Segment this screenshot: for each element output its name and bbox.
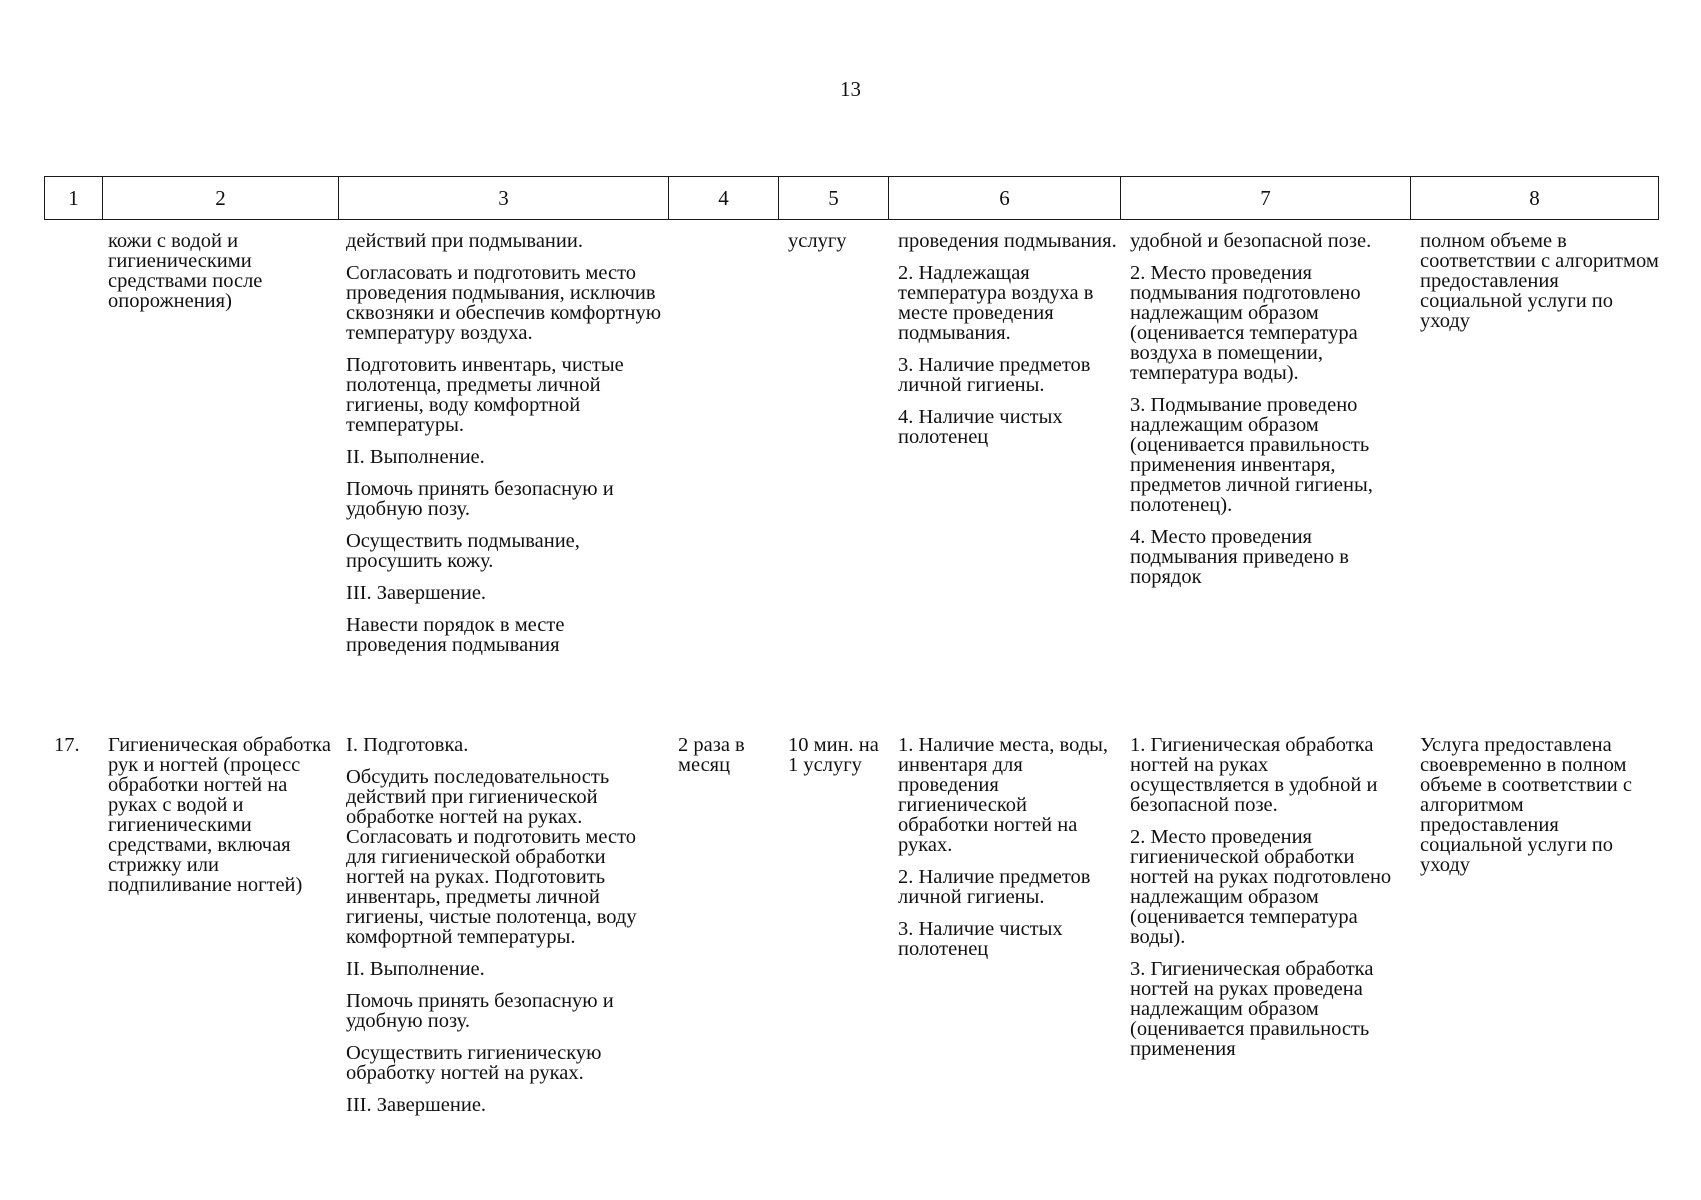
frequency-text: 2 раза в месяц bbox=[678, 734, 745, 776]
service-name-cell bbox=[108, 231, 333, 311]
action-stage-heading: II. Выполнение. bbox=[346, 958, 485, 980]
header-row bbox=[45, 177, 1659, 220]
action-text: Навести порядок в месте проведения подмывания bbox=[346, 614, 565, 656]
header-cell-5: 5 bbox=[779, 177, 889, 220]
row-number-cell bbox=[54, 735, 104, 755]
action-text: Осуществить подмывание, просушить кожу. bbox=[346, 530, 580, 572]
condition-text: 2. Наличие предметов личной гигиены. bbox=[898, 866, 1091, 908]
duration-cell bbox=[788, 231, 890, 251]
quality-indicators-cell bbox=[1130, 231, 1412, 587]
action-text: Обсудить последовательность действий при гигиенической обработке ногтей на руках. Согласовать и подготовить место для гигиенической обработки ногтей на руках. Подготовить инвентарь, предметы личной гигиены, чистые полотенца, воду комфортной температуры. bbox=[346, 766, 637, 948]
header-cell-6: 6 bbox=[889, 177, 1121, 220]
quality-indicator-text: 3. Гигиеническая обработка ногтей на руках проведена надлежащим образом (оценивается правильность применения bbox=[1130, 958, 1374, 1060]
quality-indicator-text: 1. Гигиеническая обработка ногтей на руках осуществляется в удобной и безопасной позе. bbox=[1130, 734, 1378, 816]
header-cell-7: 7 bbox=[1121, 177, 1411, 220]
result-text: Услуга предоставлена своевременно в полном объеме в соответствии с алгоритмом предоставления социальной услуги по уходу bbox=[1420, 734, 1632, 876]
quality-indicator-text: удобной и безопасной позе. bbox=[1130, 230, 1372, 252]
condition-text: 1. Наличие места, воды, инвентаря для проведения гигиенической обработки ногтей на руках. bbox=[898, 734, 1109, 856]
quality-indicator-text: 2. Место проведения подмывания подготовлено надлежащим образом (оценивается температура воздуха в помещении, температура воды). bbox=[1130, 262, 1361, 384]
action-text: Согласовать и подготовить место проведения подмывания, исключив сквозняки и обеспечив комфортную температуру воздуха. bbox=[346, 262, 662, 344]
header-cell-8: 8 bbox=[1411, 177, 1659, 220]
action-text: Осуществить гигиеническую обработку ногтей на руках. bbox=[346, 1042, 602, 1084]
header-cell-1: 1 bbox=[45, 177, 103, 220]
action-stage-heading: II. Выполнение. bbox=[346, 446, 485, 468]
action-text: Помочь принять безопасную и удобную позу. bbox=[346, 990, 614, 1032]
service-name-text: Гигиеническая обработка рук и ногтей (процесс обработки ногтей на руках с водой и гигиеническими средствами, включая стрижку или подпиливание ногтей) bbox=[108, 734, 331, 896]
duration-text: 10 мин. на 1 услугу bbox=[788, 734, 879, 776]
result-cell bbox=[1420, 735, 1660, 875]
row-number: 17. bbox=[54, 734, 80, 756]
service-name-cell bbox=[108, 735, 333, 895]
conditions-cell bbox=[898, 231, 1122, 447]
duration-cell bbox=[788, 735, 890, 775]
condition-text: 3. Наличие чистых полотенец bbox=[898, 918, 1063, 960]
action-stage-heading: III. Завершение. bbox=[346, 1094, 487, 1116]
quality-indicator-text: 3. Подмывание проведено надлежащим образом (оценивается правильность применения инвентаря, предметов личной гигиены, полотенец). bbox=[1130, 394, 1373, 516]
header-cell-4: 4 bbox=[669, 177, 779, 220]
header-cell-2: 2 bbox=[103, 177, 339, 220]
quality-indicators-cell bbox=[1130, 735, 1412, 1059]
service-name-text: кожи с водой и гигиеническими средствами после опорожнения) bbox=[108, 230, 263, 312]
service-actions-cell bbox=[346, 735, 668, 1115]
action-stage-heading: I. Подготовка. bbox=[346, 734, 469, 756]
conditions-cell bbox=[898, 735, 1122, 959]
condition-text: 2. Надлежащая температура воздуха в месте проведения подмывания. bbox=[898, 262, 1094, 344]
condition-text: 4. Наличие чистых полотенец bbox=[898, 406, 1063, 448]
page-number: 13 bbox=[840, 77, 861, 101]
result-cell bbox=[1420, 231, 1660, 331]
column-number-header bbox=[44, 176, 1659, 220]
header-cell-3: 3 bbox=[339, 177, 669, 220]
result-text: полном объеме в соответствии с алгоритмом предоставления социальной услуги по уходу bbox=[1420, 230, 1659, 332]
quality-indicator-text: 4. Место проведения подмывания приведено в порядок bbox=[1130, 526, 1349, 588]
action-stage-heading: III. Завершение. bbox=[346, 582, 487, 604]
duration-text: услугу bbox=[788, 230, 847, 252]
action-text: Помочь принять безопасную и удобную позу. bbox=[346, 478, 614, 520]
condition-text: 3. Наличие предметов личной гигиены. bbox=[898, 354, 1091, 396]
condition-text: проведения подмывания. bbox=[898, 230, 1117, 252]
quality-indicator-text: 2. Место проведения гигиенической обработки ногтей на руках подготовлено надлежащим образом (оценивается температура воды). bbox=[1130, 826, 1392, 948]
action-text: Подготовить инвентарь, чистые полотенца, предметы личной гигиены, воду комфортной температуры. bbox=[346, 354, 624, 436]
action-text: действий при подмывании. bbox=[346, 230, 583, 252]
service-actions-cell bbox=[346, 231, 668, 655]
frequency-cell bbox=[678, 735, 780, 775]
